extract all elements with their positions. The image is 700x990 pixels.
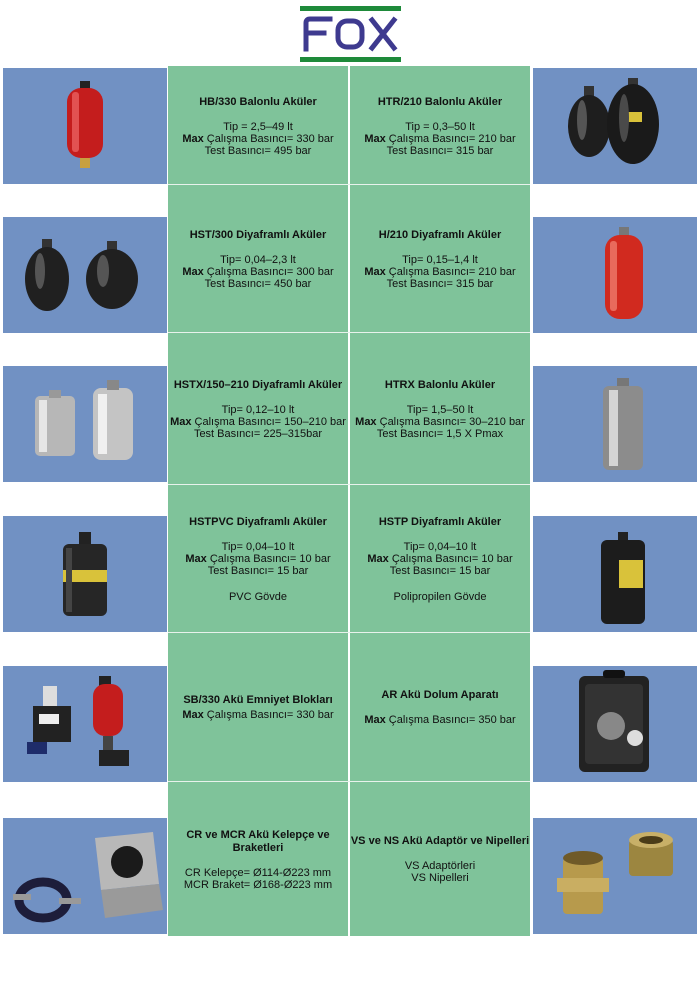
product-cell-ar [350,634,530,781]
spec-line: Test Basıncı= 15 bar [389,564,491,577]
polypropylene-accumulator-image [533,516,697,632]
spec-line: Test Basıncı= 450 bar [204,277,312,290]
adapters-and-nipples-image [533,818,697,934]
spec-line: CR Kelepçe= Ø114-Ø223 mm [184,866,332,879]
spec-line: Max Çalışma Basıncı= 210 bar [364,132,516,145]
clamps-and-brackets-image [3,818,167,934]
photo-htr210 [533,68,697,184]
steel-bladder-accumulator-image [533,366,697,482]
spec-line: Max Çalışma Basıncı= 350 bar [364,714,516,726]
photo-ar [533,666,697,782]
spec-line: Max Çalışma Basıncı= 10 bar [367,552,513,565]
product-title: SB/330 Akü Emniyet Blokları [183,694,333,706]
spec-line: Max Çalışma Basıncı= 300 bar [182,265,334,278]
diaphragm-accumulators-image [3,217,167,333]
logo-wordmark [300,13,401,55]
spec-line: Tip= 0,15–1,4 lt [402,253,478,266]
spec-line: Test Basıncı= 495 bar [204,144,312,157]
logo-bar-top [300,6,401,11]
spec-line: Max Çalışma Basıncı= 330 bar [182,132,334,145]
body-material: Polipropilen Gövde [393,590,487,603]
red-bladder-accumulator-image [3,68,167,184]
product-cell-h210 [350,186,530,332]
product-title: HSTX/150–210 Diyaframlı Aküler [173,378,343,391]
steel-accumulators-image [3,366,167,482]
product-cell-hst300 [168,186,348,332]
spec-line: Tip= 1,5–50 lt [406,403,474,416]
photo-sb330 [3,666,167,782]
spec-line: Test Basıncı= 315 bar [386,144,494,157]
photo-vs-ns [533,818,697,934]
product-title: HB/330 Balonlu Aküler [199,95,317,108]
photo-cr-mcr [3,818,167,934]
product-title: VS ve NS Akü Adaptör ve Nipelleri [350,835,530,847]
photo-h210 [533,217,697,333]
product-cell-htr210 [350,70,530,182]
spec-line: Test Basıncı= 1,5 X Pmax [376,427,504,440]
photo-hb330 [3,68,167,184]
product-cell-hstp [350,486,530,632]
photo-hstx [3,366,167,482]
spec-line: MCR Braket= Ø168-Ø223 mm [183,878,333,891]
spec-line: Test Basıncı= 15 bar [207,564,309,577]
spec-line: Tip = 0,3–50 lt [405,120,475,133]
product-title: AR Akü Dolum Aparatı [381,689,499,701]
spec-line: Tip= 0,04–10 lt [403,540,477,553]
spec-line: Max Çalışma Basıncı= 330 bar [182,709,334,721]
safety-block-image [3,666,167,782]
product-title: CR ve MCR Akü Kelepçe ve Braketleri [186,828,330,854]
product-cell-hb330 [168,70,348,182]
product-cell-hstx [168,334,348,484]
fox-logo [300,6,401,62]
product-title: HST/300 Diyaframlı Aküler [189,228,327,241]
spec-line: Max Çalışma Basıncı= 30–210 bar [355,415,525,428]
red-diaphragm-accumulator-image [533,217,697,333]
spec-line: Tip= 0,04–2,3 lt [220,253,296,266]
row-divider [168,332,530,333]
product-title: HTRX Balonlu Aküler [384,378,496,391]
photo-hstpvc [3,516,167,632]
photo-hstp [533,516,697,632]
row-divider [168,781,530,782]
spec-line: Max Çalışma Basıncı= 10 bar [185,552,331,565]
product-cell-htrx [350,334,530,484]
body-material: PVC Gövde [228,590,288,603]
spec-line: Max Çalışma Basıncı= 150–210 bar [170,415,346,428]
product-title: HSTPVC Diyaframlı Aküler [189,515,327,528]
spec-line: Tip= 0,04–10 lt [221,540,295,553]
photo-htrx [533,366,697,482]
product-cell-sb330 [168,634,348,781]
spec-line: VS Nipelleri [411,872,469,884]
spec-line: Tip= 0,12–10 lt [221,403,295,416]
black-bladder-accumulators-image [533,68,697,184]
product-cell-hstpvc [168,486,348,632]
row-divider [168,632,530,633]
product-cell-cr-mcr [168,783,348,936]
row-divider [168,184,530,185]
product-title: H/210 Diyaframlı Aküler [378,228,502,241]
spec-line: Test Basıncı= 315 bar [386,277,494,290]
row-divider [168,484,530,485]
photo-hst300 [3,217,167,333]
product-title: HSTP Diyaframlı Aküler [378,515,502,528]
spec-line: Tip = 2,5–49 lt [223,120,293,133]
spec-line: Test Basıncı= 225–315bar [193,427,323,440]
charging-kit-case-image [533,666,697,782]
spec-line: VS Adaptörleri [404,860,476,872]
logo-bar-bottom [300,57,401,62]
product-title: HTR/210 Balonlu Aküler [377,95,503,108]
pvc-accumulator-image [3,516,167,632]
product-cell-vs-ns [350,783,530,936]
spec-line: Max Çalışma Basıncı= 210 bar [364,265,516,278]
